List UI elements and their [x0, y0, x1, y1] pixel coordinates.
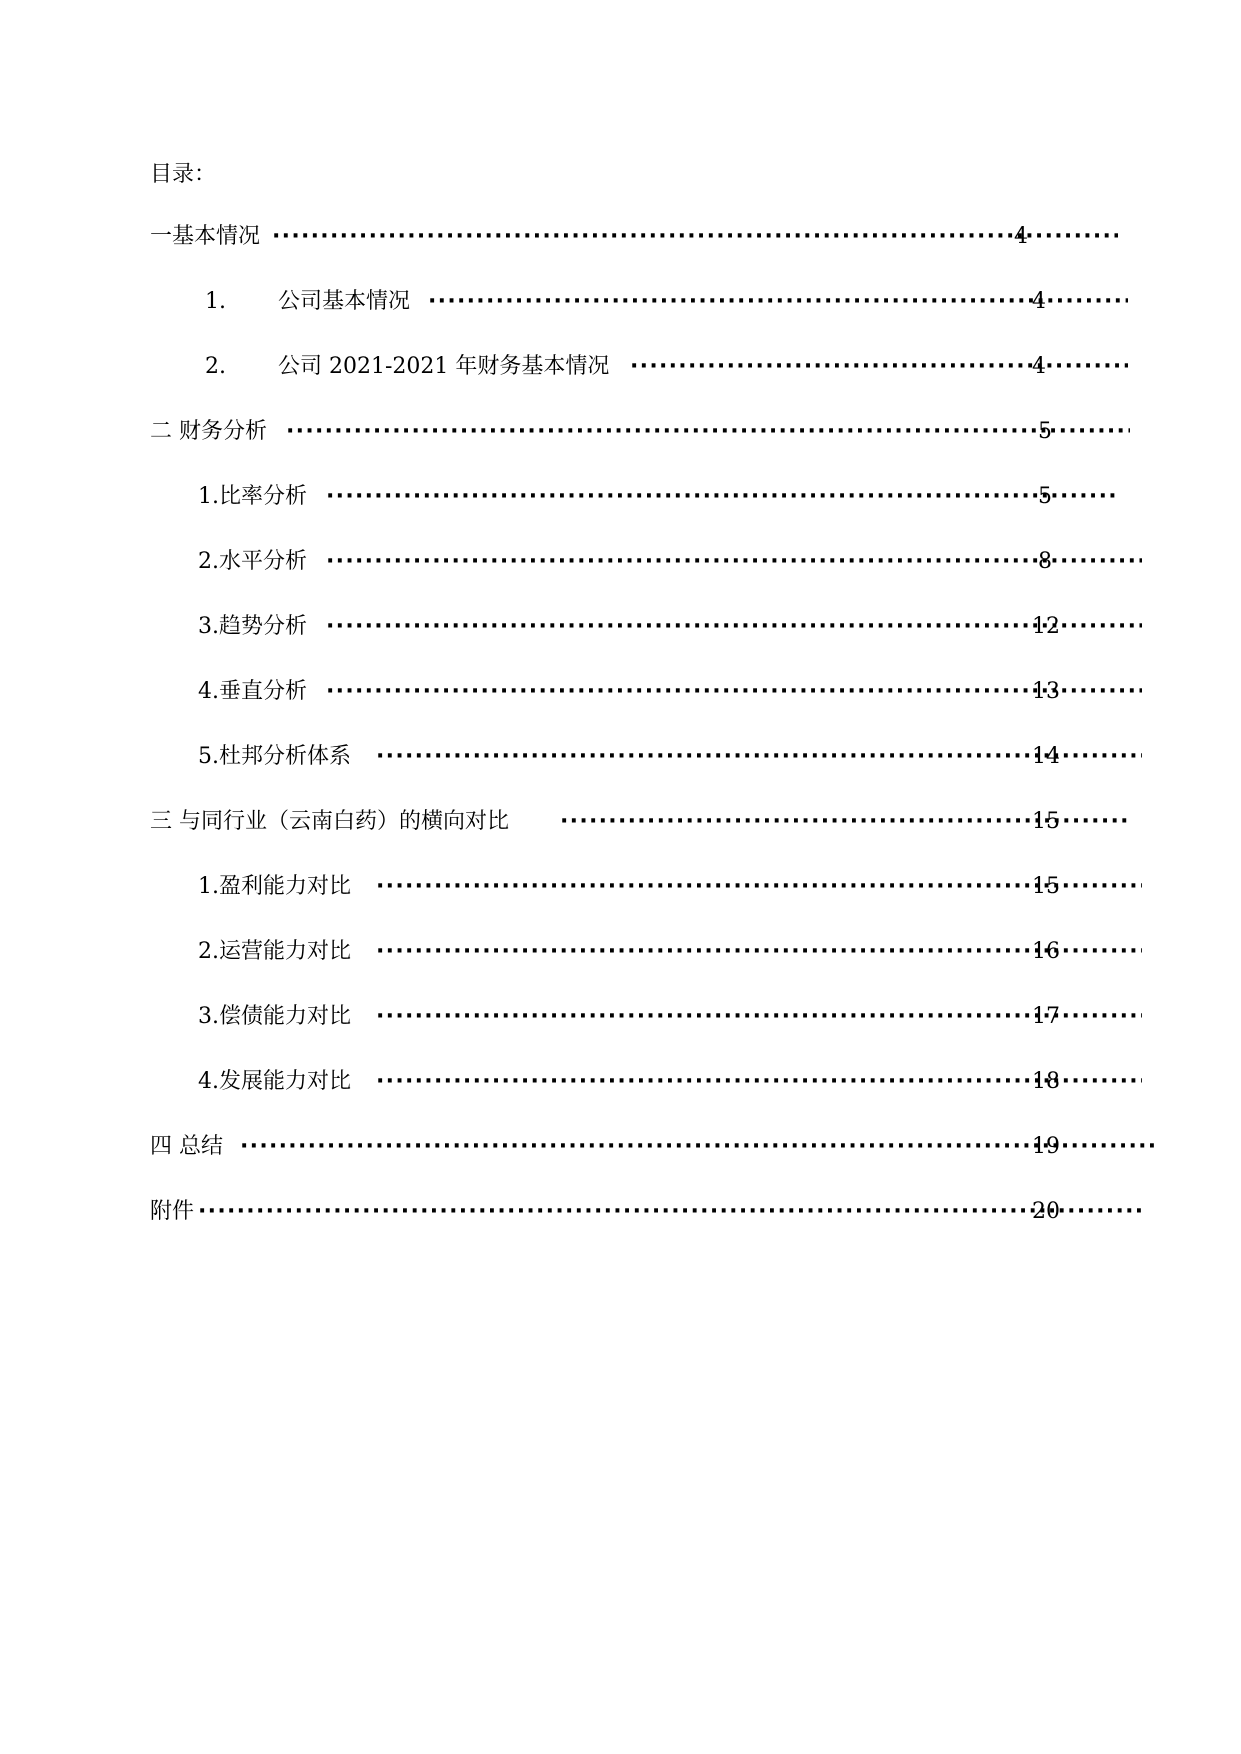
toc-entry-label: 4.发展能力对比: [198, 1069, 351, 1094]
toc-entry: [150, 222, 1050, 252]
toc-entry-number: 1.: [205, 289, 226, 314]
toc-dot-leader: [376, 1002, 1142, 1032]
toc-entry: [150, 1132, 1070, 1162]
toc-entry-page: 4: [1032, 354, 1046, 379]
toc-dot-leader: [240, 1132, 1156, 1162]
toc-dot-leader: [326, 547, 1142, 577]
toc-entry-page: 12: [1032, 614, 1060, 639]
toc-entry: [150, 872, 1070, 902]
toc-entry: [150, 612, 1070, 642]
toc-entry-label: 附件: [150, 1199, 195, 1224]
toc-entry: [150, 482, 1070, 512]
toc-entry: [150, 807, 1070, 837]
toc-entry-label: 一基本情况: [150, 224, 261, 249]
toc-entry-label: 公司 2021-2021 年财务基本情况: [278, 354, 610, 379]
toc-entry-label: 3.偿债能力对比: [198, 1004, 351, 1029]
toc-entry-page: 17: [1032, 1004, 1060, 1029]
toc-entry: [150, 547, 1070, 577]
toc-dot-leader: [428, 287, 1128, 317]
toc-entry-page: 8: [1038, 549, 1052, 574]
toc-entry-label: 1.盈利能力对比: [198, 874, 351, 899]
toc-entry: [150, 1197, 1070, 1227]
toc-entry-page: 13: [1032, 679, 1060, 704]
toc-dot-leader: [198, 1197, 1142, 1227]
toc-dot-leader: [286, 417, 1130, 447]
toc-dot-leader: [630, 352, 1128, 382]
toc-entry-label: 3.趋势分析: [198, 614, 307, 639]
toc-dot-leader: [326, 612, 1142, 642]
toc-entry: [150, 937, 1070, 967]
toc-dot-leader: [272, 222, 1118, 252]
toc-entry-label: 二 财务分析: [150, 419, 267, 444]
toc-entry-number: 2.: [205, 354, 226, 379]
toc-entry-page: 20: [1032, 1199, 1060, 1224]
toc-entry: [150, 1002, 1070, 1032]
toc-entry: [150, 352, 1070, 382]
toc-entry-label: 4.垂直分析: [198, 679, 307, 704]
toc-entry-label: 三 与同行业（云南白药）的横向对比: [150, 809, 509, 834]
toc-entry-page: 19: [1032, 1134, 1060, 1159]
toc-entry: [150, 287, 1070, 317]
toc-entry: [150, 417, 1070, 447]
toc-entry-page: 16: [1032, 939, 1060, 964]
toc-dot-leader: [326, 482, 1118, 512]
toc-entry-page: 5: [1038, 484, 1052, 509]
toc-entry-page: 5: [1038, 419, 1052, 444]
toc-entry-page: 15: [1032, 809, 1060, 834]
toc-entry-page: 14: [1032, 744, 1060, 769]
toc-dot-leader: [376, 1067, 1142, 1097]
toc-entry-label: 2.水平分析: [198, 549, 307, 574]
toc-entry-page: 18: [1032, 1069, 1060, 1094]
toc-entry-label: 四 总结: [150, 1134, 223, 1159]
toc-entry: [150, 1067, 1070, 1097]
toc-title: 目录：: [150, 162, 217, 187]
toc-entry-label: 5.杜邦分析体系: [198, 744, 351, 769]
toc-entry-page: 4: [1014, 224, 1028, 249]
toc-dot-leader: [326, 677, 1142, 707]
toc-entry: [150, 677, 1070, 707]
toc-entry-label: 2.运营能力对比: [198, 939, 351, 964]
toc-dot-leader: [376, 872, 1142, 902]
toc-entry-label: 1.比率分析: [198, 484, 307, 509]
toc-dot-leader: [376, 742, 1142, 772]
toc-entry: [150, 742, 1070, 772]
toc-entry-page: 4: [1032, 289, 1046, 314]
toc-entry-page: 15: [1032, 874, 1060, 899]
toc-entry-label: 公司基本情况: [278, 289, 411, 314]
toc-dot-leader: [376, 937, 1142, 967]
